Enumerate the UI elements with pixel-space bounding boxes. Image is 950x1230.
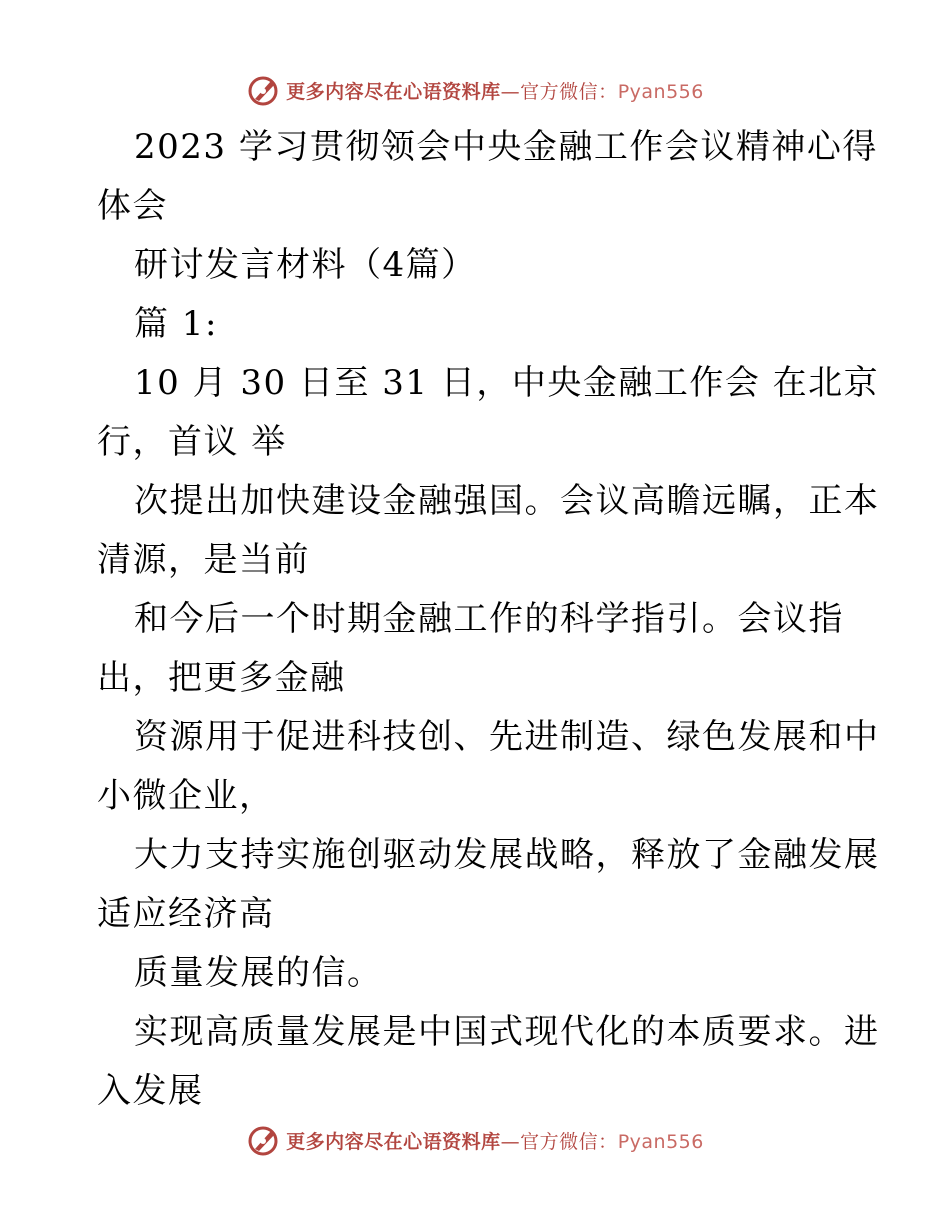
paragraph-line: 资源用于促进科技创、先进制造、绿色发展和中: [134, 717, 880, 757]
paragraph-line: 质量发展的信。: [134, 953, 383, 993]
header-site-name: 更多内容尽在心语资料库: [286, 80, 501, 103]
paragraph-line: 适应经济高: [97, 894, 275, 934]
paragraph-line: 小微企业，: [97, 776, 275, 816]
footer-wechat-id: Pyan556: [617, 1130, 704, 1153]
footer-text: [286, 1127, 704, 1154]
paragraph-line: 10 月 30 日至 31 日，中央金融工作会 在北京: [134, 363, 880, 403]
pen-logo-icon: [246, 1123, 280, 1157]
paragraph-line: 实现高质量发展是中国式现代化的本质要求。进: [134, 1012, 880, 1052]
header-text: [286, 77, 704, 104]
header-wechat-id: Pyan556: [617, 80, 704, 103]
paragraph-line: 出，把更多金融: [97, 658, 346, 698]
paragraph-line: 清源，是当前: [97, 540, 310, 580]
header-dash: —: [500, 80, 521, 103]
title-line-1: 2023 学习贯彻领会中央金融工作会议精神心得: [134, 127, 878, 167]
paragraph-line: 和今后一个时期金融工作的科学指引。会议指: [134, 599, 844, 639]
header-banner: [0, 70, 950, 110]
footer-banner: [0, 1120, 950, 1160]
paragraph-line: 入发展: [97, 1071, 204, 1111]
subtitle-line: 研讨发言材料（4篇）: [134, 245, 477, 285]
footer-official-label: 官方微信：: [520, 1130, 618, 1153]
section-heading: 篇 1:: [134, 304, 218, 344]
header-official-label: 官方微信：: [520, 80, 618, 103]
paragraph-line: 行，首议 举: [97, 422, 287, 462]
pen-logo-icon: [246, 73, 280, 107]
paragraph-line: 次提出加快建设金融强国。会议高瞻远瞩，正本: [134, 481, 880, 521]
paragraph-line: 大力支持实施创驱动发展战略，释放了金融发展: [134, 835, 880, 875]
footer-dash: —: [500, 1130, 521, 1153]
document-body: [97, 118, 880, 1121]
title-line-2: 体会: [97, 186, 168, 226]
footer-site-name: 更多内容尽在心语资料库: [286, 1130, 501, 1153]
